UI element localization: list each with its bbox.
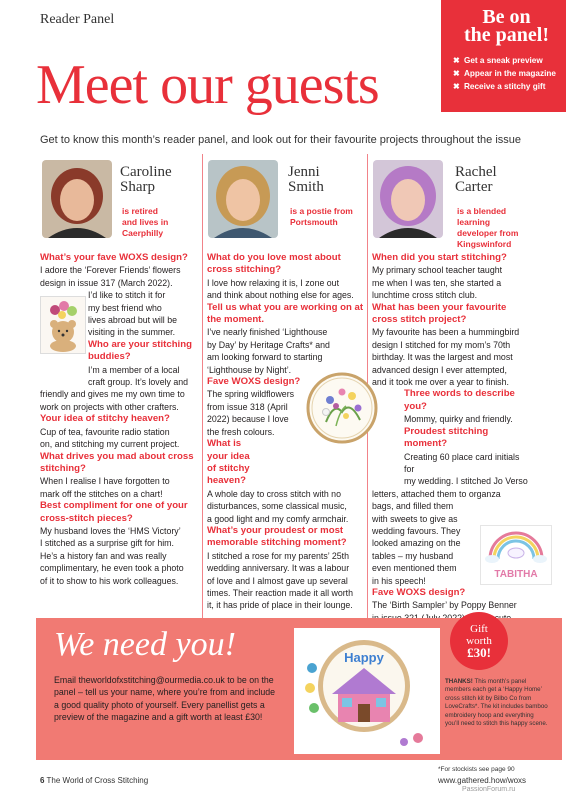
panelist-bio: is retired and lives in Caerphilly: [122, 206, 169, 238]
section-label: Reader Panel: [40, 12, 115, 27]
tabitha-sampler-artwork: [480, 525, 552, 585]
panelist-name: Caroline Sharp: [120, 164, 172, 195]
cross-icon: ✖: [453, 82, 460, 91]
kit-label: Happy: [344, 650, 384, 665]
portrait-rachel: [373, 160, 443, 238]
magazine-name: The World of Cross Stitching: [46, 776, 149, 785]
gift-badge: Gift worth £30!: [450, 612, 508, 670]
qa-column-rachel: When did you start stitching? My primary school teacher taught me when I was ten, she started a lunchtime cross stitch club. What has been your favourite cross stitch project? My favourite has been a hummingbird design I stitched for my mom’s 70th birthday. It was the largest and most advanced design I ever attempted, and it took me over a year to finish. Three words to describe you? Mommy, quirky and friendly. Proudest stitching moment? Creating 60 place card initials for my wedding. I stitched Jo Verso letters, attached them to organza bags, and filled them with sweets to give as wedding favours. They looked amazing on the tables – my husband even mentioned them in his speech! Fave WOXS design? The ‘Birth Sampler’ by Poppy Benner: [372, 252, 528, 611]
badge-item: ✖ Receive a stitchy gift: [453, 82, 546, 91]
birth-sampler-icon: [480, 525, 552, 585]
happy-home-kit-photo: [294, 628, 440, 754]
panelist-name: Jenni Smith: [288, 164, 324, 195]
cross-icon: ✖: [453, 69, 460, 78]
portrait-jenni: [208, 160, 278, 238]
person-photo-icon: [373, 160, 443, 238]
happy-home-kit-icon: [294, 628, 440, 754]
embroidery-hoop-icon: [306, 372, 378, 444]
badge-title: Be on the panel!: [464, 6, 549, 46]
badge-list: [453, 54, 560, 93]
wildflower-hoop-artwork: [306, 372, 378, 444]
thanks-text: THANKS! This month’s panel members each get a ‘Happy Home’ cross stitch kit by Bilbo Co from LoveCrafts*. The kit includes bamboo embroidery hoop and everything you’ll need to stitch this happy scene.: [445, 678, 548, 728]
we-need-you-text: Email theworldofxstitching@ourmedia.co.uk to be on the panel – tell us your name, where you’re from and include a good quality photo of yourself. Every panellist gets a preview of the magazine and a gift worth at least £30!: [54, 675, 276, 723]
page-title: Meet our guests: [36, 54, 379, 116]
panelist-name: Rachel Carter: [455, 164, 497, 195]
cross-icon: ✖: [453, 56, 460, 65]
portrait-caroline: [42, 160, 112, 238]
footer-page-info: [40, 776, 148, 785]
sampler-label: TABITHA: [494, 569, 538, 580]
teddy-bear-artwork: [40, 296, 86, 354]
panelist-bio: is a postie from Portsmouth: [290, 206, 353, 227]
watermark: PassionForum.ru: [462, 786, 516, 793]
page-number: 6: [40, 776, 45, 785]
we-need-you-title: We need you!: [54, 626, 236, 663]
column-divider: [202, 154, 203, 619]
teddy-bear-icon: [40, 296, 86, 354]
stockists-note: *For stockists see page 90: [438, 766, 515, 773]
intro-text: Get to know this month’s reader panel, and look out for their favourite projects throughout the issue: [40, 134, 522, 146]
footer-url[interactable]: www.gathered.how/woxs: [438, 776, 527, 785]
panelist-bio: is a blended learning developer from Kingswinford: [457, 206, 519, 249]
person-photo-icon: [42, 160, 112, 238]
qa-column-caroline: What’s your fave WOXS design? I adore the ‘Forever Friends’ flowers design in issue 317 (March 2022). I’d like to stitch it for my best friend who lives abroad but will be visiting in the summer. Who are your stitching buddies? I’m a member of a local craft group. It’s lovely and friendly and gives me my own time to work on projects with other crafters. Your idea of stitchy heaven? Cup of tea, favourite radio station on, and stitching my current project. What drives you mad about cross stitching? When I realise I have forgotten to mark off the stitches on a chart! Best compliment for one of your cross-stitch pieces? My husband loves the ‘HMS Victory’ I stitched as a surprise gift for him. He’s a history fan and was really complimentary, he even took a photo of it to show to his work colleagues.: [40, 252, 194, 586]
badge-item: ✖ Appear in the magazine: [453, 69, 556, 78]
qa-column-jenni: What do you love most about cross stitching? I love how relaxing it is, I zone out and think about nothing else for ages. Tell us what you are working on at the moment. I’ve nearly finished ‘Lighthouse by Day’ by Heritage Crafts* and am looking forward to starting ‘Lighthouse by Night’. Fave WOXS design? The spring wildflowers from issue 318 (April 2022) because I love the fresh colours. What is your idea of stitchy heaven? A whole day to cross stitch with no disturbances, some classical music, a good light and my comfy armchair. What’s your proudest or most memorable stitching moment? I stitched a rose for my parents’ 25th wedding anniversary. It was a labour of love and I almost gave up several times. Their reaction made it all worth it, it has pride of place in their lounge.: [207, 252, 364, 611]
badge-item: ✖ Get a sneak preview: [453, 56, 543, 65]
person-photo-icon: [208, 160, 278, 238]
panel-badge: [441, 0, 566, 112]
